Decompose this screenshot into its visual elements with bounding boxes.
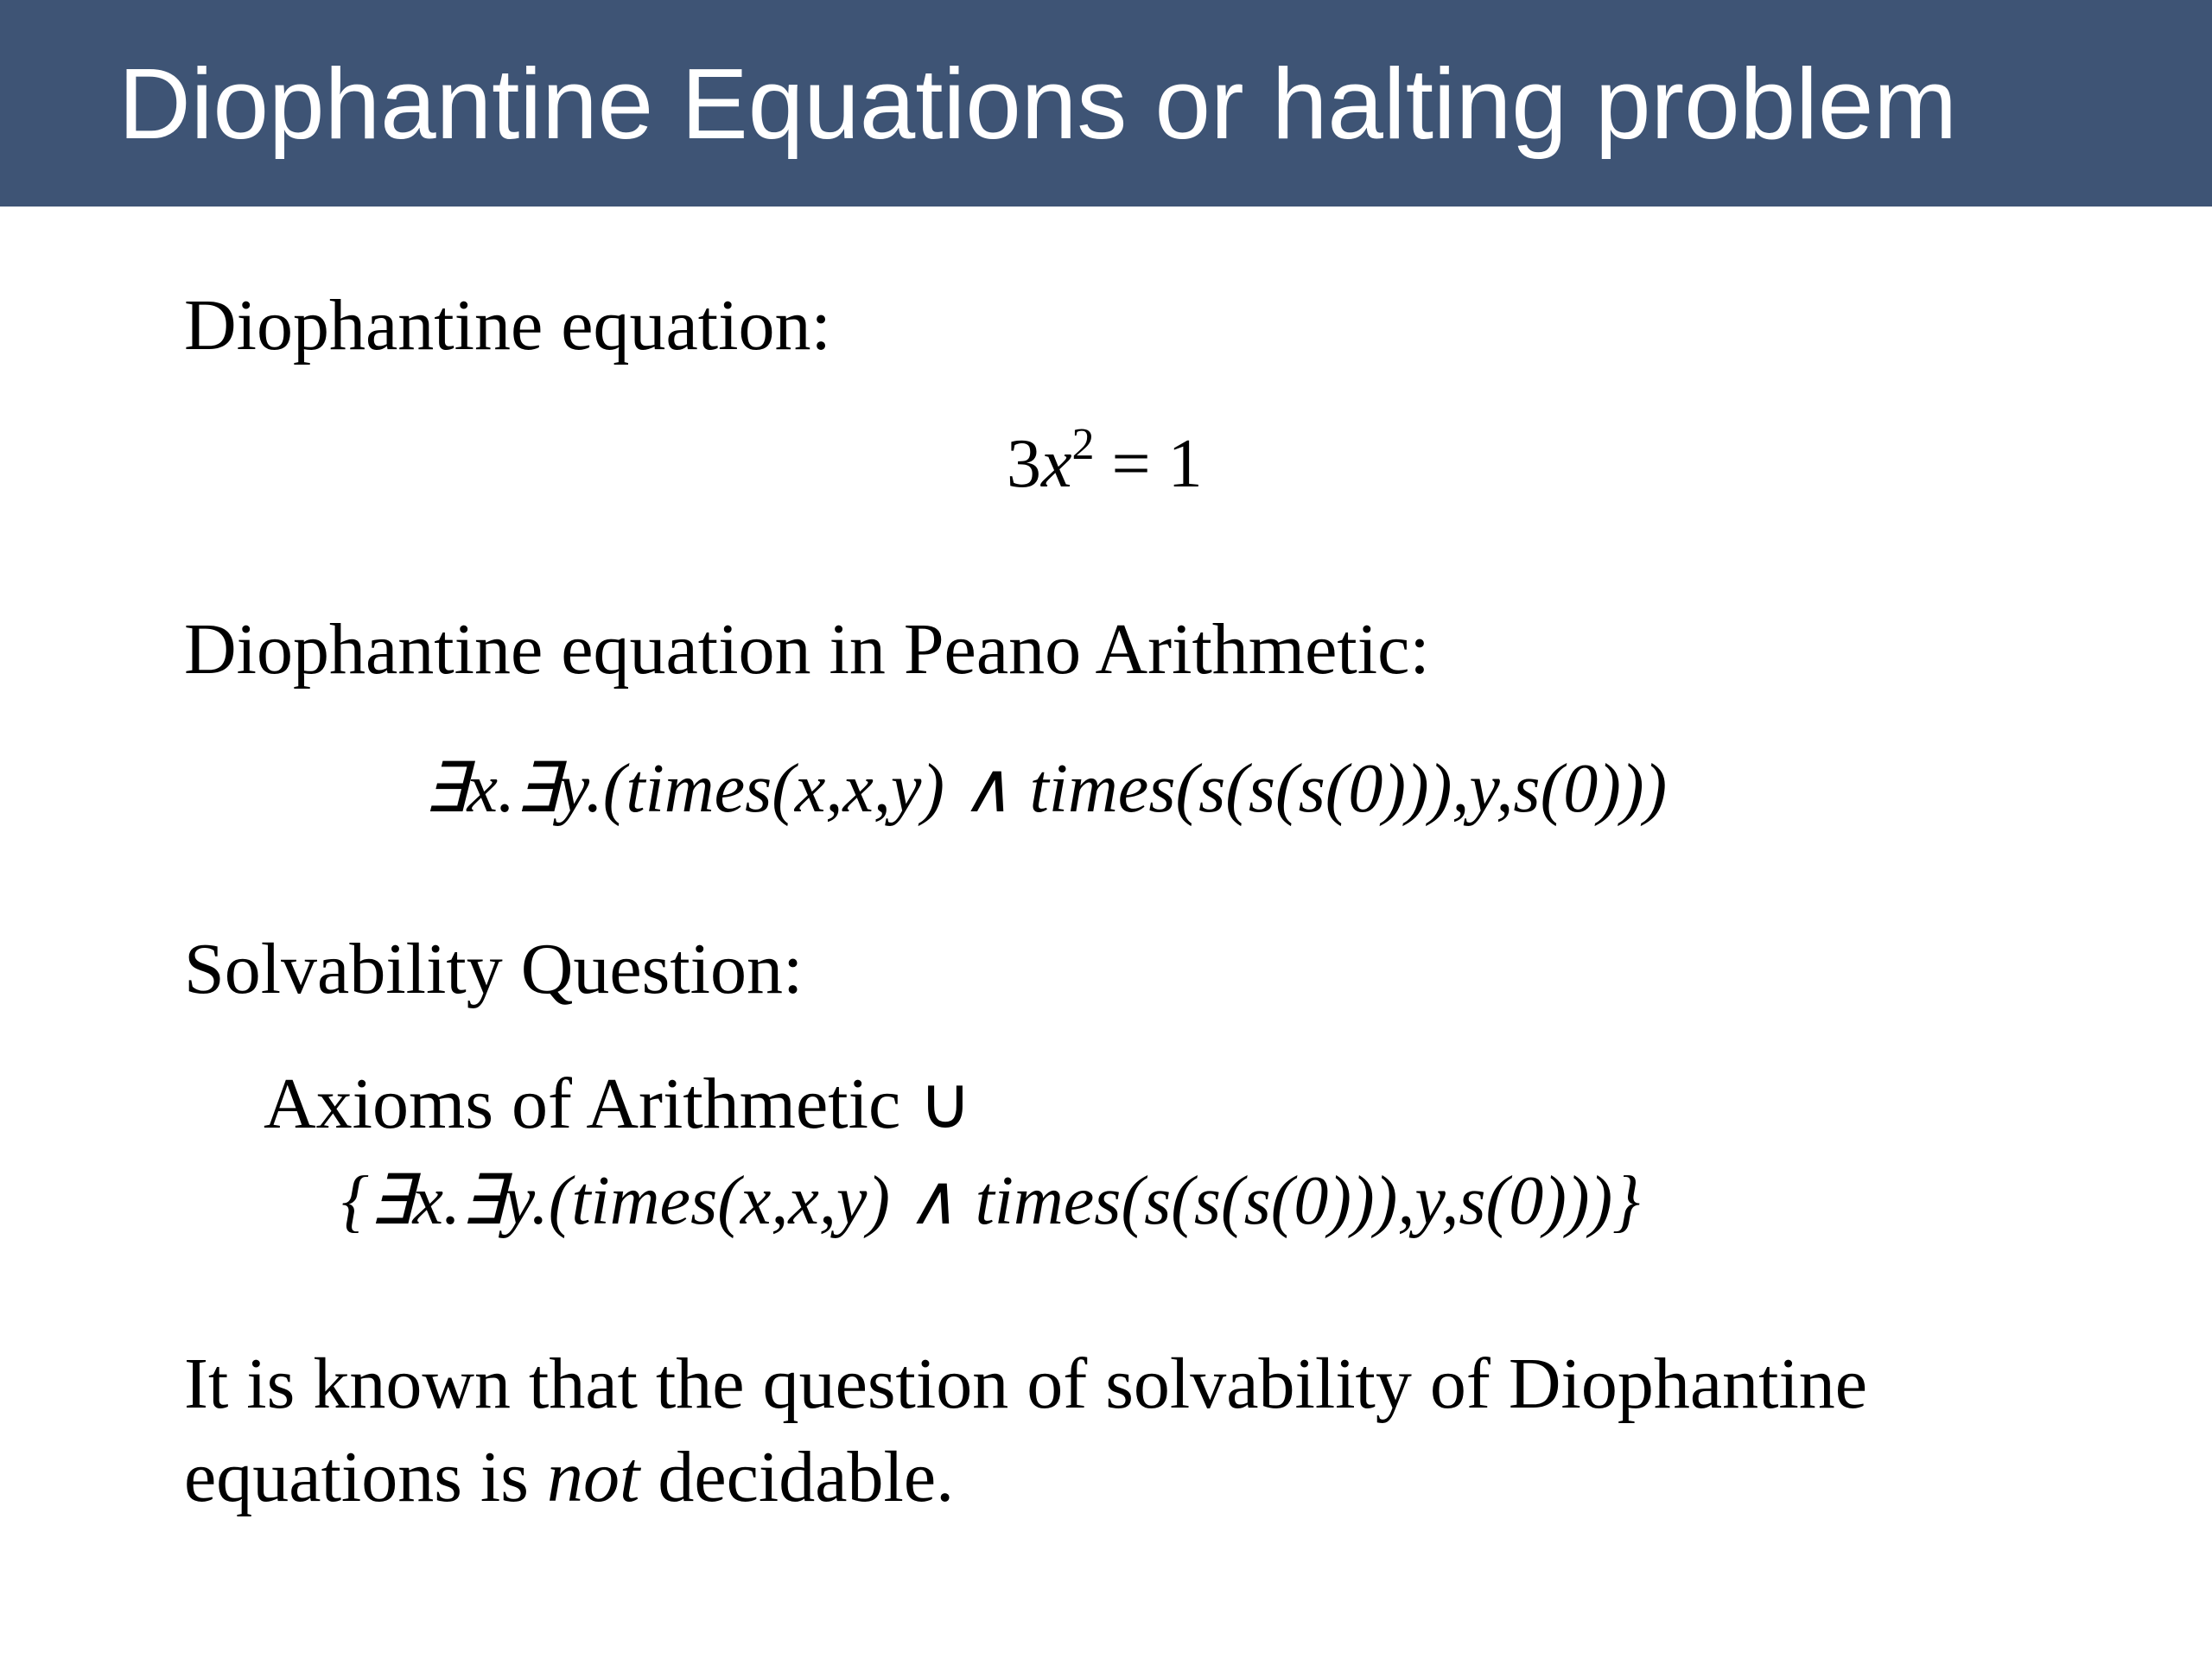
equation-exponent: 2: [1071, 420, 1095, 469]
set-times-term-1: times: [571, 1163, 718, 1239]
solvability-heading: Solvability Question:: [184, 929, 804, 1009]
peano-quantifiers: ∃x.∃y.(: [423, 751, 626, 827]
set-times-term-2: times: [975, 1163, 1122, 1239]
times-term-1: times: [626, 751, 772, 827]
equation-coefficient: 3: [1007, 426, 1041, 502]
times-term-1-args: (x,x,y) ∧: [772, 751, 1030, 827]
conclusion-line-1: It is known that the question of solvability of Diophantine: [184, 1344, 1868, 1424]
peano-heading: Diophantine equation in Peano Arithmetic:: [184, 609, 1430, 690]
diophantine-heading: Diophantine equation:: [184, 285, 831, 365]
slide-title: Diophantine Equations or halting problem: [118, 48, 1958, 160]
axioms-set-formula: [341, 1158, 1640, 1244]
peano-formula: [423, 746, 1667, 832]
set-open: {∃x.∃y.(: [341, 1163, 572, 1239]
conclusion-line-2-start: equations is: [184, 1437, 547, 1517]
set-times-term-2-args: (s(s(s(0))),y,s(0)))}: [1121, 1163, 1641, 1239]
equation-3x2-equals-1: [1007, 421, 1203, 507]
times-term-2: times: [1029, 751, 1176, 827]
set-times-term-1-args: (x,x,y) ∧: [717, 1163, 976, 1239]
conclusion-line-2-end: decidable.: [639, 1437, 955, 1517]
conclusion-line-2: [184, 1434, 954, 1521]
equation-rhs: = 1: [1094, 426, 1203, 502]
equation-variable: x: [1041, 426, 1072, 502]
conclusion-emphasis: not: [546, 1437, 640, 1517]
title-bar: [0, 0, 2212, 207]
axioms-line: Axioms of Arithmetic ∪: [264, 1064, 972, 1144]
times-term-2-args: (s(s(s(0))),y,s(0))): [1175, 751, 1668, 827]
